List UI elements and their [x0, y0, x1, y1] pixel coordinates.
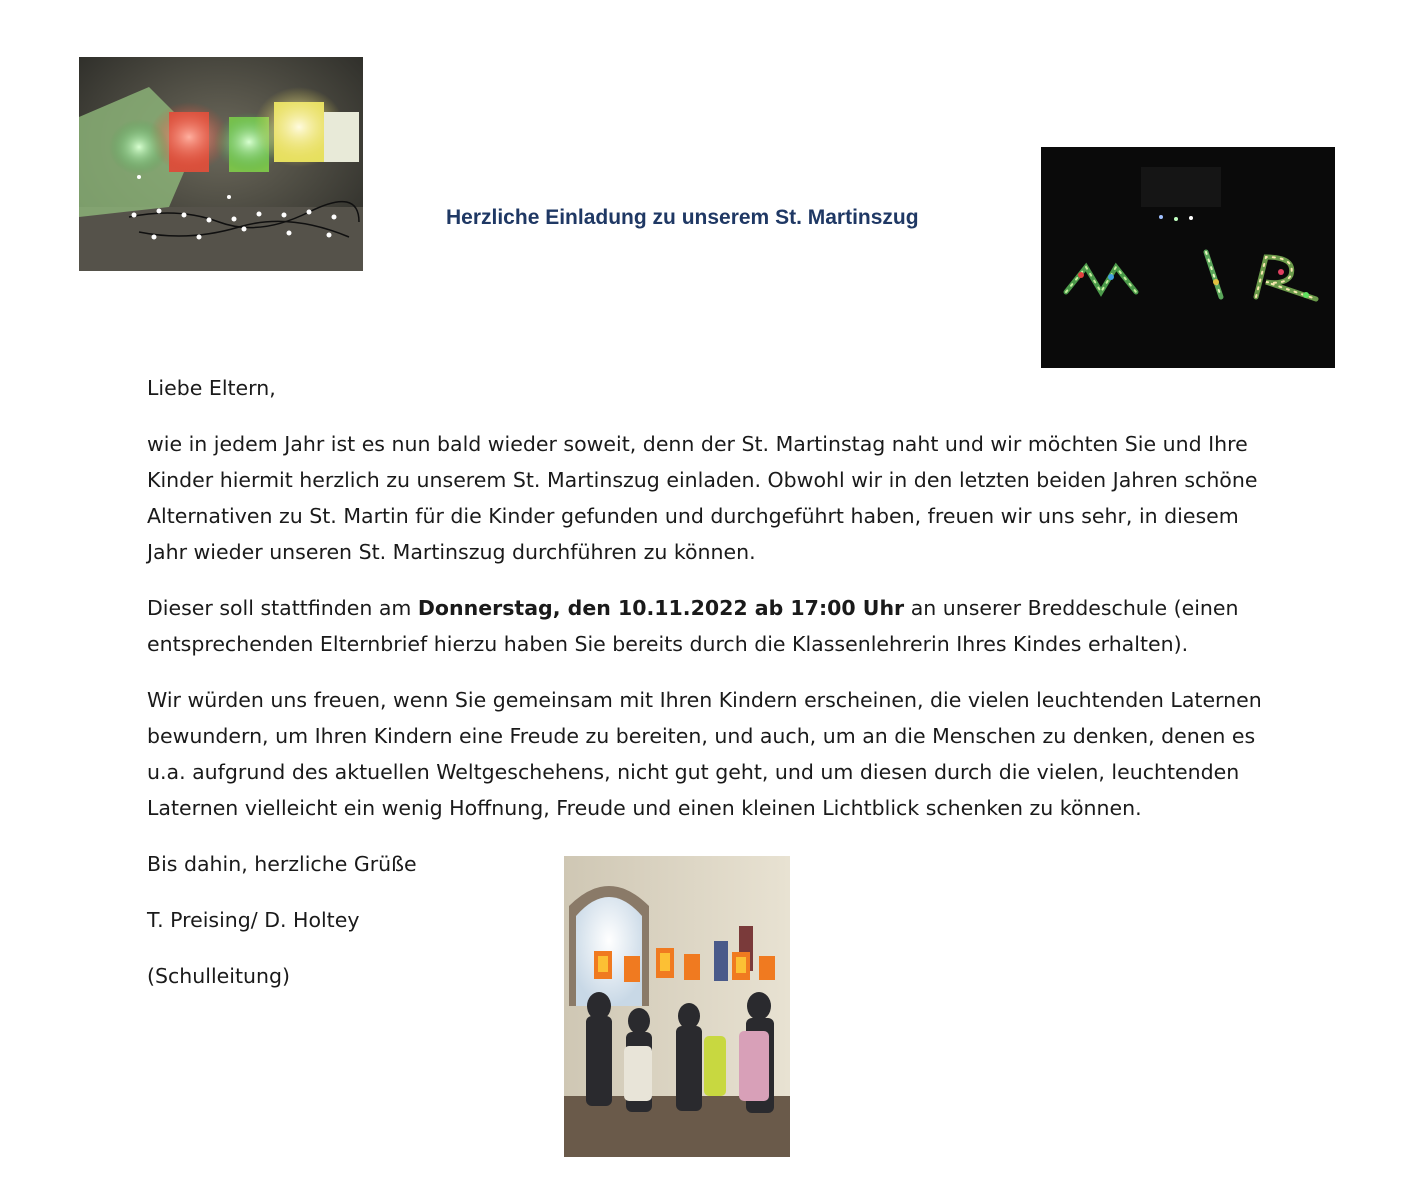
wir-lights-photo: [1041, 147, 1335, 368]
salutation: Liebe Eltern,: [147, 376, 276, 400]
paragraph-date-post: an unserer Breddeschule (einen entsprechenden Elternbrief hierzu haben Sie bereits durch die Klassenlehrerin Ihres Kindes erhalten).: [147, 596, 1239, 656]
page-title: Herzliche Einladung zu unserem St. Martinszug: [446, 206, 919, 229]
paragraph-invitation: Wir würden uns freuen, wenn Sie gemeinsam mit Ihren Kindern erscheinen, die vielen leuchtenden Laternen bewundern, um Ihren Kindern eine Freude zu bereiten, und auch, um an die Menschen zu denken, denen es u.a. aufgrund des aktuellen Weltgeschehens, nicht gut geht, und um diesen durch die vielen, leuchtenden Laternen vielleicht ein wenig Hoffnung, Freude und einen kleinen Lichtblick schenken zu können.: [147, 688, 1262, 820]
closing: Bis dahin, herzliche Grüße: [147, 852, 417, 876]
signature-role: (Schulleitung): [147, 964, 290, 988]
lanterns-table-photo: [79, 57, 363, 271]
paragraph-intro: wie in jedem Jahr ist es nun bald wieder soweit, denn der St. Martinstag naht und wir möchten Sie und Ihre Kinder hiermit herzlich zu unserem St. Martinszug einladen. Obwohl wir in den letzten beiden Jahren schöne Alternativen zu St. Martin für die Kinder gefunden und durchgeführt haben, freuen wir uns sehr, in diesem Jahr wieder unseren St. Martinszug durchführen zu können.: [147, 432, 1258, 564]
paragraph-date-pre: Dieser soll stattfinden am: [147, 596, 418, 620]
event-date: Donnerstag, den 10.11.2022 ab 17:00 Uhr: [417, 596, 905, 620]
signature: T. Preising/ D. Holtey: [147, 908, 360, 932]
paragraph-date: [147, 590, 1277, 662]
children-lanterns-photo: [564, 856, 790, 1157]
